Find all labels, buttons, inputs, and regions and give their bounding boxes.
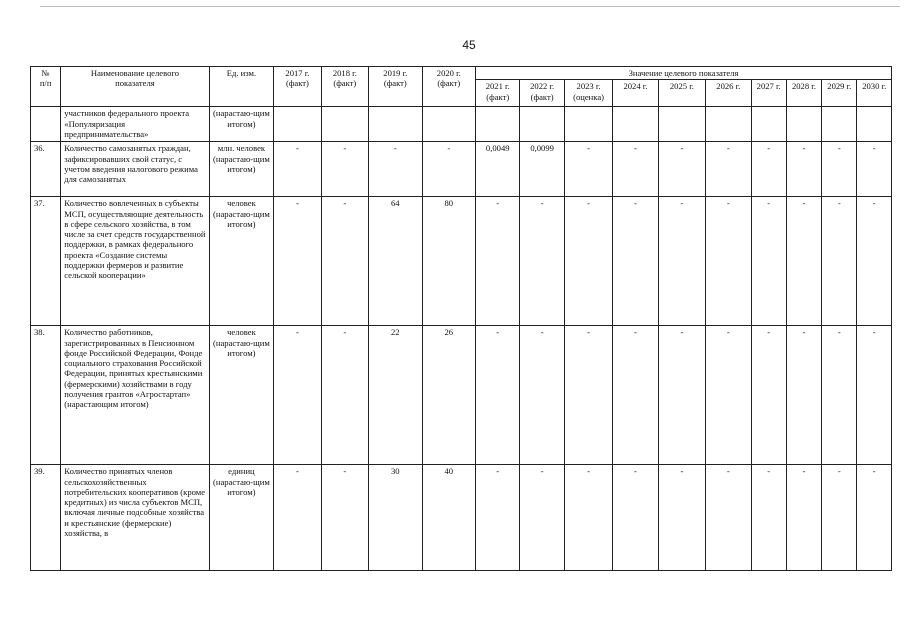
- cell-value: -: [613, 465, 658, 571]
- cell-value: 26: [422, 326, 475, 465]
- header-sub-2025: 2025 г.: [658, 80, 705, 107]
- row-name: Количество работников, зарегистрированных в Пенсионном фонде Российской Федерации, Фонде социального страхования Российской Федерации, принятых крестьянскими (фермерскими) хозяйствами в году получения грантов «Агростартап» (нарастающим итогом): [61, 326, 209, 465]
- table-row: [31, 197, 892, 326]
- header-sub-2027: 2027 г.: [751, 80, 786, 107]
- header-sub-2030: 2030 г.: [857, 80, 892, 107]
- cell-value: -: [564, 326, 612, 465]
- cell-value: -: [751, 142, 786, 197]
- header-sub-2028: 2028 г.: [786, 80, 821, 107]
- cell-value: -: [822, 465, 857, 571]
- table-row: [31, 465, 892, 571]
- header-2019: 2019 г. (факт): [369, 67, 422, 107]
- top-rule: [40, 6, 900, 7]
- cell-value: [321, 107, 368, 142]
- cell-value: [658, 107, 705, 142]
- row-unit: человек (нарастаю-щим итогом): [209, 197, 274, 326]
- header-sub-2029: 2029 г.: [822, 80, 857, 107]
- cell-value: 80: [422, 197, 475, 326]
- row-name: Количество самозанятых граждан, зафиксировавших свой статус, с учетом введения налогового режима для самозанятых: [61, 142, 209, 197]
- cell-value: -: [786, 326, 821, 465]
- row-num: 38.: [31, 326, 61, 465]
- cell-value: [369, 107, 422, 142]
- cell-value: -: [822, 142, 857, 197]
- cell-value: -: [321, 142, 368, 197]
- cell-value: -: [857, 326, 892, 465]
- cell-value: 30: [369, 465, 422, 571]
- cell-value: -: [822, 197, 857, 326]
- cell-value: -: [520, 465, 564, 571]
- cell-value: 22: [369, 326, 422, 465]
- cell-value: [857, 107, 892, 142]
- cell-value: -: [786, 465, 821, 571]
- target-indicators-table: [30, 66, 892, 571]
- cell-value: -: [822, 326, 857, 465]
- cell-value: -: [476, 465, 520, 571]
- header-2018: 2018 г. (факт): [321, 67, 368, 107]
- cell-value: -: [706, 197, 751, 326]
- cell-value: -: [564, 465, 612, 571]
- row-num: 36.: [31, 142, 61, 197]
- cell-value: -: [857, 142, 892, 197]
- cell-value: -: [564, 142, 612, 197]
- row-unit: млн. человек (нарастаю-щим итогом): [209, 142, 274, 197]
- cell-value: -: [274, 142, 321, 197]
- row-unit: человек (нарастаю-щим итогом): [209, 326, 274, 465]
- header-2017: 2017 г. (факт): [274, 67, 321, 107]
- header-2020: 2020 г. (факт): [422, 67, 475, 107]
- cell-value: 0,0049: [476, 142, 520, 197]
- header-row-1: [31, 67, 892, 80]
- cell-value: -: [706, 142, 751, 197]
- header-group-target-value: Значение целевого показателя: [476, 67, 892, 80]
- cell-value: -: [321, 197, 368, 326]
- cell-value: [822, 107, 857, 142]
- page-number: 45: [462, 38, 476, 52]
- cell-value: 64: [369, 197, 422, 326]
- cell-value: -: [751, 326, 786, 465]
- cell-value: -: [274, 197, 321, 326]
- cell-value: [613, 107, 658, 142]
- cell-value: -: [520, 326, 564, 465]
- table-row: [31, 142, 892, 197]
- cell-value: [786, 107, 821, 142]
- cell-value: -: [613, 142, 658, 197]
- row-num: [31, 107, 61, 142]
- row-num: 39.: [31, 465, 61, 571]
- header-num: № п/п: [31, 67, 61, 107]
- header-sub-2023: 2023 г. (оценка): [564, 80, 612, 107]
- cell-value: -: [476, 326, 520, 465]
- cell-value: -: [658, 326, 705, 465]
- header-sub-2021: 2021 г. (факт): [476, 80, 520, 107]
- cell-value: -: [369, 142, 422, 197]
- row-name: участников федерального проекта «Популяризация предпринимательства»: [61, 107, 209, 142]
- cell-value: -: [786, 197, 821, 326]
- row-unit: единиц (нарастаю-щим итогом): [209, 465, 274, 571]
- cell-value: -: [857, 465, 892, 571]
- cell-value: -: [751, 465, 786, 571]
- row-unit: (нарастаю-щим итогом): [209, 107, 274, 142]
- cell-value: [274, 107, 321, 142]
- cell-value: -: [422, 142, 475, 197]
- cell-value: -: [751, 197, 786, 326]
- cell-value: -: [476, 197, 520, 326]
- cell-value: -: [321, 326, 368, 465]
- cell-value: [751, 107, 786, 142]
- cell-value: -: [613, 197, 658, 326]
- header-sub-2024: 2024 г.: [613, 80, 658, 107]
- row-num: 37.: [31, 197, 61, 326]
- cell-value: -: [613, 326, 658, 465]
- cell-value: -: [706, 465, 751, 571]
- cell-value: -: [564, 197, 612, 326]
- table-row: [31, 326, 892, 465]
- cell-value: -: [321, 465, 368, 571]
- cell-value: -: [658, 197, 705, 326]
- cell-value: -: [658, 142, 705, 197]
- header-unit: Ед. изм.: [209, 67, 274, 107]
- cell-value: -: [786, 142, 821, 197]
- row-name: Количество принятых членов сельскохозяйственных потребительских кооперативов (кроме кредитных) из числа субъектов МСП, включая личные подсобные хозяйства и крестьянские (фермерские) хозяйства, в: [61, 465, 209, 571]
- cell-value: [520, 107, 564, 142]
- cell-value: 0,0099: [520, 142, 564, 197]
- row-name: Количество вовлеченных в субъекты МСП, осуществляющие деятельность в сфере сельского хозяйства, в том числе за счет средств государственной поддержки, в рамках федерального проекта «Создание системы поддержки фермеров и развитие сельской кооперации»: [61, 197, 209, 326]
- cell-value: -: [274, 465, 321, 571]
- header-name: Наименование целевого показателя: [61, 67, 209, 107]
- header-sub-2026: 2026 г.: [706, 80, 751, 107]
- cell-value: [564, 107, 612, 142]
- cell-value: -: [706, 326, 751, 465]
- cell-value: [706, 107, 751, 142]
- cell-value: -: [658, 465, 705, 571]
- cell-value: -: [520, 197, 564, 326]
- cell-value: [422, 107, 475, 142]
- header-sub-2022: 2022 г. (факт): [520, 80, 564, 107]
- cell-value: [476, 107, 520, 142]
- table-row: [31, 107, 892, 142]
- cell-value: -: [274, 326, 321, 465]
- cell-value: 40: [422, 465, 475, 571]
- cell-value: -: [857, 197, 892, 326]
